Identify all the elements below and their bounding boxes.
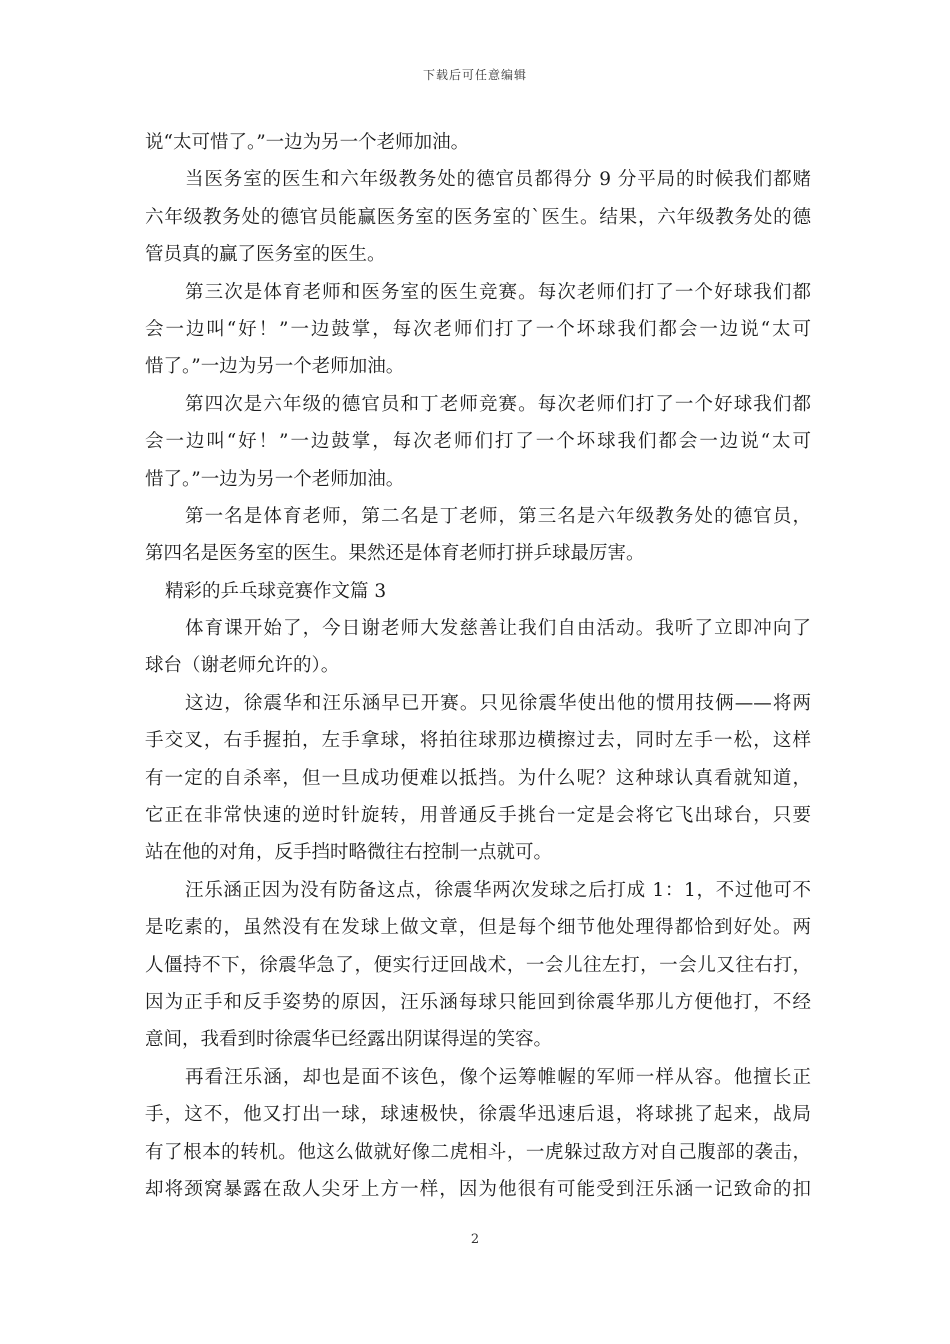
text-line: 惜了。”一边为另一个老师加油。 bbox=[145, 356, 405, 378]
text-line: 有一定的自杀率，但一旦成功便难以抵挡。为什么呢？这种球认真看就知道， bbox=[145, 767, 811, 789]
text-line: 第四名是医务室的医生。果然还是体育老师打拼乒球最厉害。 bbox=[145, 543, 645, 565]
text-line: 站在他的对角，反手挡时略微往右控制一点就可。 bbox=[145, 842, 553, 864]
text-line: 管员真的赢了医务室的医生。 bbox=[145, 244, 386, 266]
paragraph-first-line: 当医务室的医生和六年级教务处的德官员都得分 9 分平局的时候我们都赌 bbox=[185, 169, 811, 191]
text-line: 因为正手和反手姿势的原因，汪乐涵每球只能回到徐震华那儿方便他打，不经 bbox=[145, 991, 811, 1013]
text-line: 手，这不，他又打出一球，球速极快，徐震华迅速后退，将球挑了起来，战局 bbox=[145, 1104, 811, 1126]
document-body bbox=[145, 124, 811, 1208]
paragraph-first-line: 第四次是六年级的德官员和丁老师竞赛。每次老师们打了一个好球我们都 bbox=[185, 393, 811, 415]
text-line: 六年级教务处的德官员能赢医务室的医务室的`医生。结果，六年级教务处的德 bbox=[145, 206, 811, 228]
paragraph-first-line: 第一名是体育老师，第二名是丁老师，第三名是六年级教务处的德官员， bbox=[185, 505, 811, 527]
paragraph-first-line: 体育课开始了，今日谢老师大发慈善让我们自由活动。我听了立即冲向了 bbox=[185, 618, 811, 640]
text-line: 手交叉，右手握拍，左手拿球，将拍往球那边横擦过去，同时左手一松，这样 bbox=[145, 730, 811, 752]
page-header: 下载后可任意编辑 bbox=[422, 68, 527, 82]
paragraph-first-line: 第三次是体育老师和医务室的医生竞赛。每次老师们打了一个好球我们都 bbox=[185, 281, 811, 303]
text-line: 人僵持不下，徐震华急了，便实行迂回战术，一会儿往左打，一会儿又往右打， bbox=[145, 954, 811, 976]
text-line: 会一边叫“好！”一边鼓掌，每次老师们打了一个坏球我们都会一边说“太可 bbox=[145, 431, 811, 453]
text-line: 是吃素的，虽然没有在发球上做文章，但是每个细节他处理得都恰到好处。两 bbox=[145, 917, 811, 939]
paragraph-first-line: 再看汪乐涵，却也是面不该色，像个运筹帷幄的军师一样从容。他擅长正 bbox=[185, 1066, 811, 1088]
text-line: 惜了。”一边为另一个老师加油。 bbox=[145, 468, 405, 490]
paragraph-first-line: 汪乐涵正因为没有防备这点，徐震华两次发球之后打成 1：1，不过他可不 bbox=[185, 879, 811, 901]
section-heading: 精彩的乒乓球竞赛作文篇 3 bbox=[165, 580, 387, 602]
page-number: 2 bbox=[470, 1232, 480, 1247]
text-line: 却将颈窝暴露在敌人尖牙上方一样，因为他很有可能受到汪乐涵一记致命的扣 bbox=[145, 1178, 811, 1200]
text-line: 球台（谢老师允许的）。 bbox=[145, 655, 340, 677]
text-line: 说“太可惜了。”一边为另一个老师加油。 bbox=[145, 132, 470, 153]
text-line: 会一边叫“好！”一边鼓掌，每次老师们打了一个坏球我们都会一边说“太可 bbox=[145, 318, 811, 340]
text-line: 意间，我看到时徐震华已经露出阴谋得逞的笑容。 bbox=[145, 1029, 553, 1051]
text-line: 它正在非常快速的逆时针旋转，用普通反手挑台一定是会将它飞出球台，只要 bbox=[145, 805, 811, 827]
paragraph-first-line: 这边，徐震华和汪乐涵早已开赛。只见徐震华使出他的惯用技俩——将两 bbox=[185, 692, 811, 714]
text-line: 有了根本的转机。他这么做就好像二虎相斗，一虎躲过敌方对自己腹部的袭击， bbox=[145, 1141, 811, 1163]
